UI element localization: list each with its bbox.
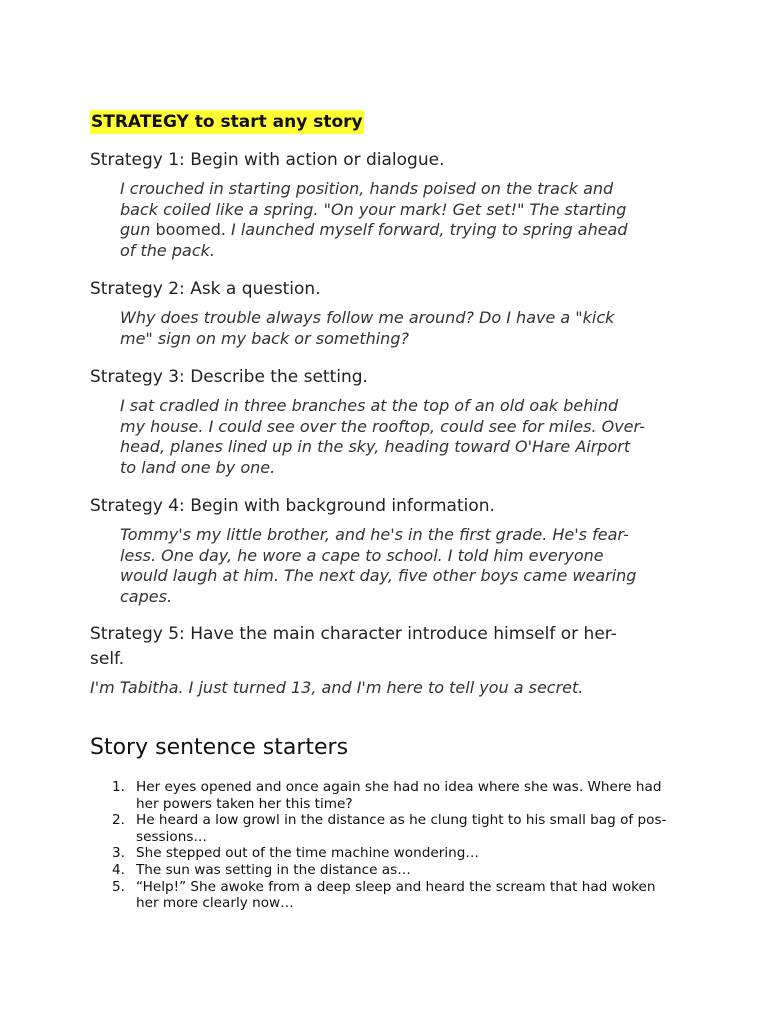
list-item [90, 845, 690, 862]
strategy-4-example [120, 525, 685, 607]
strategy-2-heading: Strategy 2: Ask a question. [90, 279, 321, 299]
list-item-line: She stepped out of the time machine wondering… [136, 845, 479, 862]
example-line: I sat cradled in three branches at the top of an old oak behind [120, 396, 619, 415]
strategy-1-example [120, 179, 685, 261]
list-number: 5. [112, 878, 125, 895]
starters-heading: Story sentence starters [90, 735, 349, 760]
example-line: head, planes lined up in the sky, heading toward O'Hare Airport [120, 437, 631, 456]
example-line: of the pack. [120, 240, 215, 260]
list-item [90, 879, 690, 912]
list-number: 4. [112, 861, 125, 878]
strategy-5-example [90, 678, 680, 699]
list-item-line: “Help!” She awoke from a deep sleep and heard the scream that had woken [136, 878, 656, 895]
list-item-line: her more clearly now… [136, 895, 294, 912]
strategy-4-heading: Strategy 4: Begin with background information. [90, 496, 495, 516]
example-line: Why does trouble always follow me around? Do I have a "kick [120, 308, 615, 327]
example-line: capes. [120, 586, 173, 606]
list-item [90, 812, 690, 845]
list-item-line: Her eyes opened and once again she had no idea where she was. Where had [136, 779, 662, 795]
example-fragment-upright: boomed. [150, 220, 232, 239]
list-item-line: sessions… [136, 828, 207, 845]
example-line [120, 220, 685, 241]
strategy-5-heading [90, 622, 680, 672]
list-item-line: The sun was setting in the distance as… [136, 861, 411, 878]
strategy-3-heading: Strategy 3: Describe the setting. [90, 367, 368, 387]
list-item-line: her powers taken her this time? [136, 795, 353, 812]
list-item [90, 862, 690, 879]
list-item [90, 779, 690, 812]
strategy-1-heading: Strategy 1: Begin with action or dialogue. [90, 150, 445, 170]
starters-list [90, 779, 690, 912]
example-line: Tommy's my little brother, and he's in the first grade. He's fear- [120, 525, 629, 544]
list-number: 1. [112, 779, 125, 795]
list-number: 2. [112, 812, 125, 829]
heading-line: self. [90, 649, 125, 669]
example-line: to land one by one. [120, 457, 276, 477]
example-line: me" sign on my back or something? [120, 328, 409, 348]
example-fragment: gun [120, 220, 151, 239]
example-line: my house. I could see over the rooftop, could see for miles. Over- [120, 416, 645, 436]
example-line: less. One day, he wore a cape to school. I told him everyone [120, 545, 604, 565]
example-line: I'm Tabitha. I just turned 13, and I'm here to tell you a secret. [90, 678, 584, 697]
heading-line: Strategy 5: Have the main character introduce himself or her- [90, 624, 617, 644]
example-fragment: I launched myself forward, trying to spring ahead [231, 220, 628, 239]
example-line: I crouched in starting position, hands poised on the track and [120, 179, 614, 198]
strategy-3-example [120, 396, 685, 478]
list-item-line: He heard a low growl in the distance as he clung tight to his small bag of pos- [136, 812, 667, 829]
document-title: STRATEGY to start any story [91, 112, 363, 132]
strategy-2-example [120, 308, 685, 349]
example-line: back coiled like a spring. "On your mark! Get set!" The starting [120, 199, 627, 219]
example-line: would laugh at him. The next day, five other boys came wearing [120, 566, 637, 585]
list-number: 3. [112, 845, 125, 862]
